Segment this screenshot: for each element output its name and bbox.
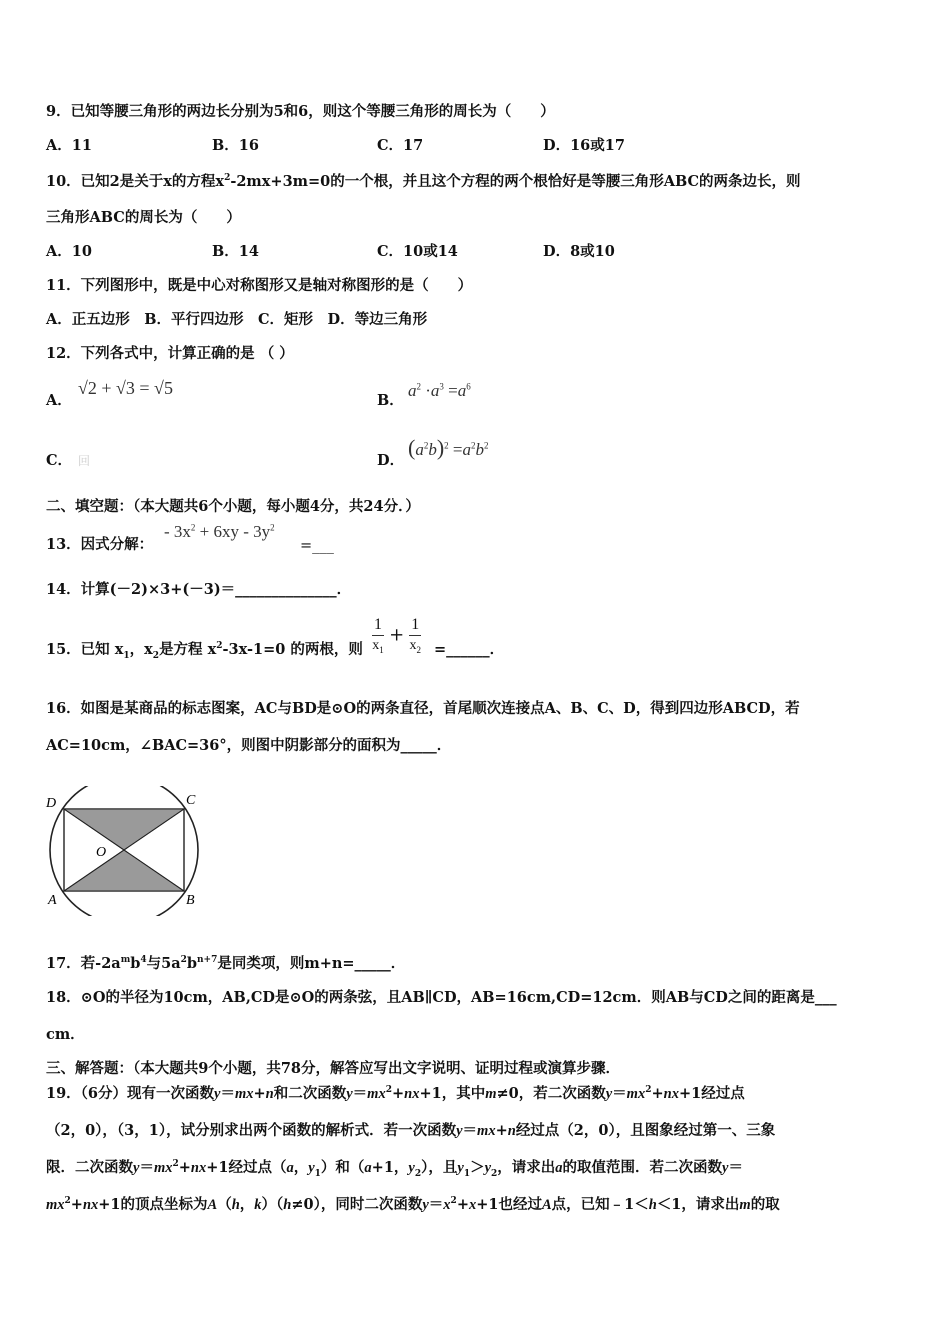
q13-prefix: 13．因式分解： [46, 536, 154, 553]
q12-option-c-label: C． [46, 452, 73, 469]
q9-option-d: D．16或17 [543, 137, 625, 154]
q12-option-c-image-placeholder: 回 [78, 454, 91, 468]
q16-stem-line2: AC=10cm，∠BAC=36°，则图中阴影部分的面积为_____． [46, 737, 452, 754]
q9-option-b: B．16 [212, 137, 259, 154]
q17-stem: 17．若$-2a^mb^4$与$5a^2b^{n+7}$是同类项，则m+n=_____． [46, 955, 406, 972]
q14-text: 14．计算(－2)×3+(－3)＝______________． [46, 581, 352, 598]
q10-stem-line2: 三角形ABC的周长为（ ） [46, 209, 241, 226]
label-o: O [96, 845, 107, 860]
q12-option-b-formula: $a^2 \cdot a^3 =a^6$ [408, 381, 471, 400]
q11-options: A．正五边形 B．平行四边形 C．矩形 D．等边三角形 [46, 311, 428, 328]
q11-stem: 11．下列图形中，既是中心对称图形又是轴对称图形的是（ ） [46, 277, 473, 294]
label-c: C [186, 793, 196, 808]
q10-stem: 10．已知2是关于x的方程$x^2-2mx+3m=0$的一个根，并且这个方程的两个根恰好是等腰三角形ABC的两条边长，则 [46, 173, 801, 190]
label-d: D [46, 796, 57, 811]
q15-prefix: 15．已知 $x_1$，$x_2$是方程 $x^2-3x-1=0$ 的两根，则 [46, 641, 363, 661]
q9-stem: 9．已知等腰三角形的两边长分别为5和6，则这个等腰三角形的周长为（ ） [46, 103, 555, 120]
q12-option-b-label: B． [377, 392, 404, 409]
q10-option-a: A．10 [46, 243, 92, 260]
q15-answer-blank: =______． [434, 641, 505, 658]
label-a: A [48, 893, 57, 908]
section3-heading: 三、解答题：（本大题共9个小题，共78分，解答应写出文字说明、证明过程或演算步骤． [46, 1060, 621, 1077]
circle-rectangle-figure [44, 786, 209, 916]
q13-answer-blank: =___ [300, 538, 334, 554]
q12-option-d-label: D． [377, 452, 405, 469]
section2-heading: 二、填空题：（本大题共6个小题，每小题4分，共24分．） [46, 498, 420, 515]
q10-option-d: D．8或10 [543, 243, 615, 260]
q12-stem: 12．下列各式中，计算正确的是 （ ） [46, 345, 294, 362]
label-b: B [186, 893, 195, 908]
q18-stem-line1: 18．⊙O的半径为10cm，AB,CD是⊙O的两条弦，且AB∥CD，AB=16cm,CD=12cm．则AB与CD之间的距离是___ [46, 989, 837, 1006]
q19-line3: 限．二次函数$y=mx^2+nx+1$经过点（a，$y_1$）和（a+1，$y_2$），且$y_1>y_2$，请求出a的取值范围．若二次函数y＝ [46, 1159, 743, 1179]
q10-option-c: C．10或14 [377, 243, 458, 260]
q18-stem-line2: cm． [46, 1026, 85, 1043]
q9-option-a: A．11 [46, 137, 92, 154]
q16-stem-line1: 16．如图是某商品的标志图案，AC与BD是⊙O的两条直径，首尾顺次连接点A、B、C、D，得到四边形ABCD，若 [46, 700, 800, 717]
q13-expression: - $3x^2 + 6xy - 3y^2$ [164, 522, 275, 541]
q19-line2: （2，0），（3，1），试分别求出两个函数的解析式．若一次函数y＝mx+n经过点（2，0），且图象经过第一、三象 [46, 1122, 776, 1139]
q10-option-b: B．14 [212, 243, 259, 260]
q19-line1: 19．（6分）现有一次函数y＝mx+n和二次函数$y=mx^2+nx+1$，其中m≠0，若二次函数$y=mx^2+nx+1$经过点 [46, 1085, 745, 1102]
q12-option-d-formula: $(a^2b)^2 =a^2b^2$ [408, 435, 489, 460]
q19-line4: $mx^2+nx+1$的顶点坐标为A（h，k）（h≠0），同时二次函数$y=x^2+x+1$也经过A点，已知﹣1＜h＜1，请求出m的取 [46, 1196, 780, 1213]
q12-option-a-formula: √2 + √3 = √5 [78, 378, 173, 398]
q12-option-a-label: A． [46, 392, 72, 409]
q9-option-c: C．17 [377, 137, 424, 154]
q15-fraction-sum: $\frac{1}{x_1}$ + $\frac{1}{x_2}$ [372, 616, 421, 655]
